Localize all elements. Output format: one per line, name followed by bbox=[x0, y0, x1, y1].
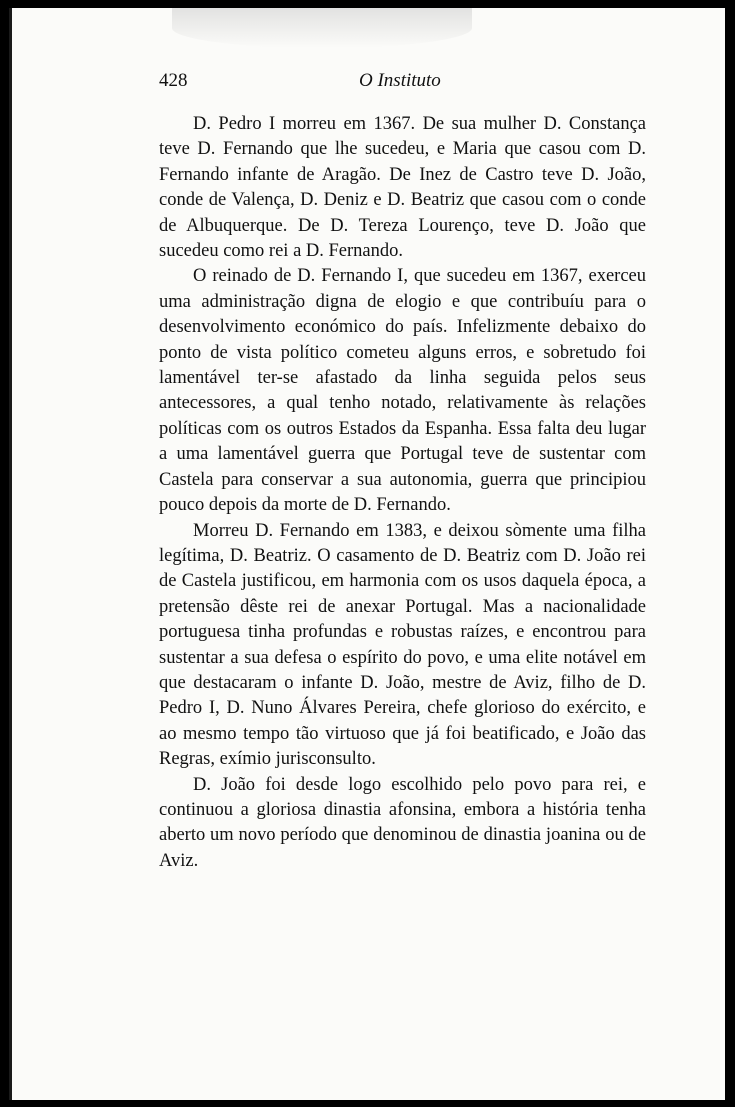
paragraph-3: Morreu D. Fernando em 1383, e deixou sòmente uma filha legítima, D. Beatriz. O casamento de D. Beatriz com D. João rei de Castela justificou, em harmonia com os usos daquela época, a pretensão dêste rei de anexar Portugal. Mas a nacionalidade portuguesa tinha profundas e robustas raízes, e encontrou para sustentar a sua defesa o espírito do povo, e uma elite notável em que destacaram o infante D. João, mestre de Aviz, filho de D. Pedro I, D. Nuno Álvares Pereira, chefe glorioso do exército, e ao mesmo tempo tão virtuoso que já foi beatificado, e João das Regras, exímio jurisconsulto. bbox=[159, 520, 646, 770]
scan-shadow bbox=[172, 8, 472, 48]
paragraph-4: D. João foi desde logo escolhido pelo povo para rei, e continuou a gloriosa dinastia afonsina, embora a história tenha aberto um novo período que denominou de dinastia joanina ou de Aviz. bbox=[159, 774, 646, 871]
book-page bbox=[9, 8, 725, 1100]
page-number: 428 bbox=[159, 70, 188, 91]
running-title: O Instituto bbox=[359, 70, 441, 91]
body-text bbox=[159, 112, 646, 874]
paragraph-1: D. Pedro I morreu em 1367. De sua mulher D. Constança teve D. Fernando que lhe sucedeu, e Maria que casou com D. Fernando infante de Aragão. De Inez de Castro teve D. João, conde de Valença, D. Deniz e D. Beatriz que casou com o conde de Albuquerque. De D. Tereza Lourenço, teve D. João que sucedeu como rei a D. Fernando. bbox=[159, 114, 646, 262]
page-header bbox=[159, 62, 639, 94]
paragraph-2: O reinado de D. Fernando I, que sucedeu em 1367, exerceu uma administração digna de elogio e que contribuíu para o desenvolvimento económico do país. Infelizmente debaixo do ponto de vista político cometeu alguns erros, e sobretudo foi lamentável ter-se afastado da linha seguida pelos seus antecessores, a qual tenho notado, relativamente às relações políticas com os outros Estados da Espanha. Essa falta deu lugar a uma lamentável guerra que Portugal teve de sustentar com Castela para conservar a sua autonomia, guerra que principiou pouco depois da morte de D. Fernando. bbox=[159, 266, 646, 516]
